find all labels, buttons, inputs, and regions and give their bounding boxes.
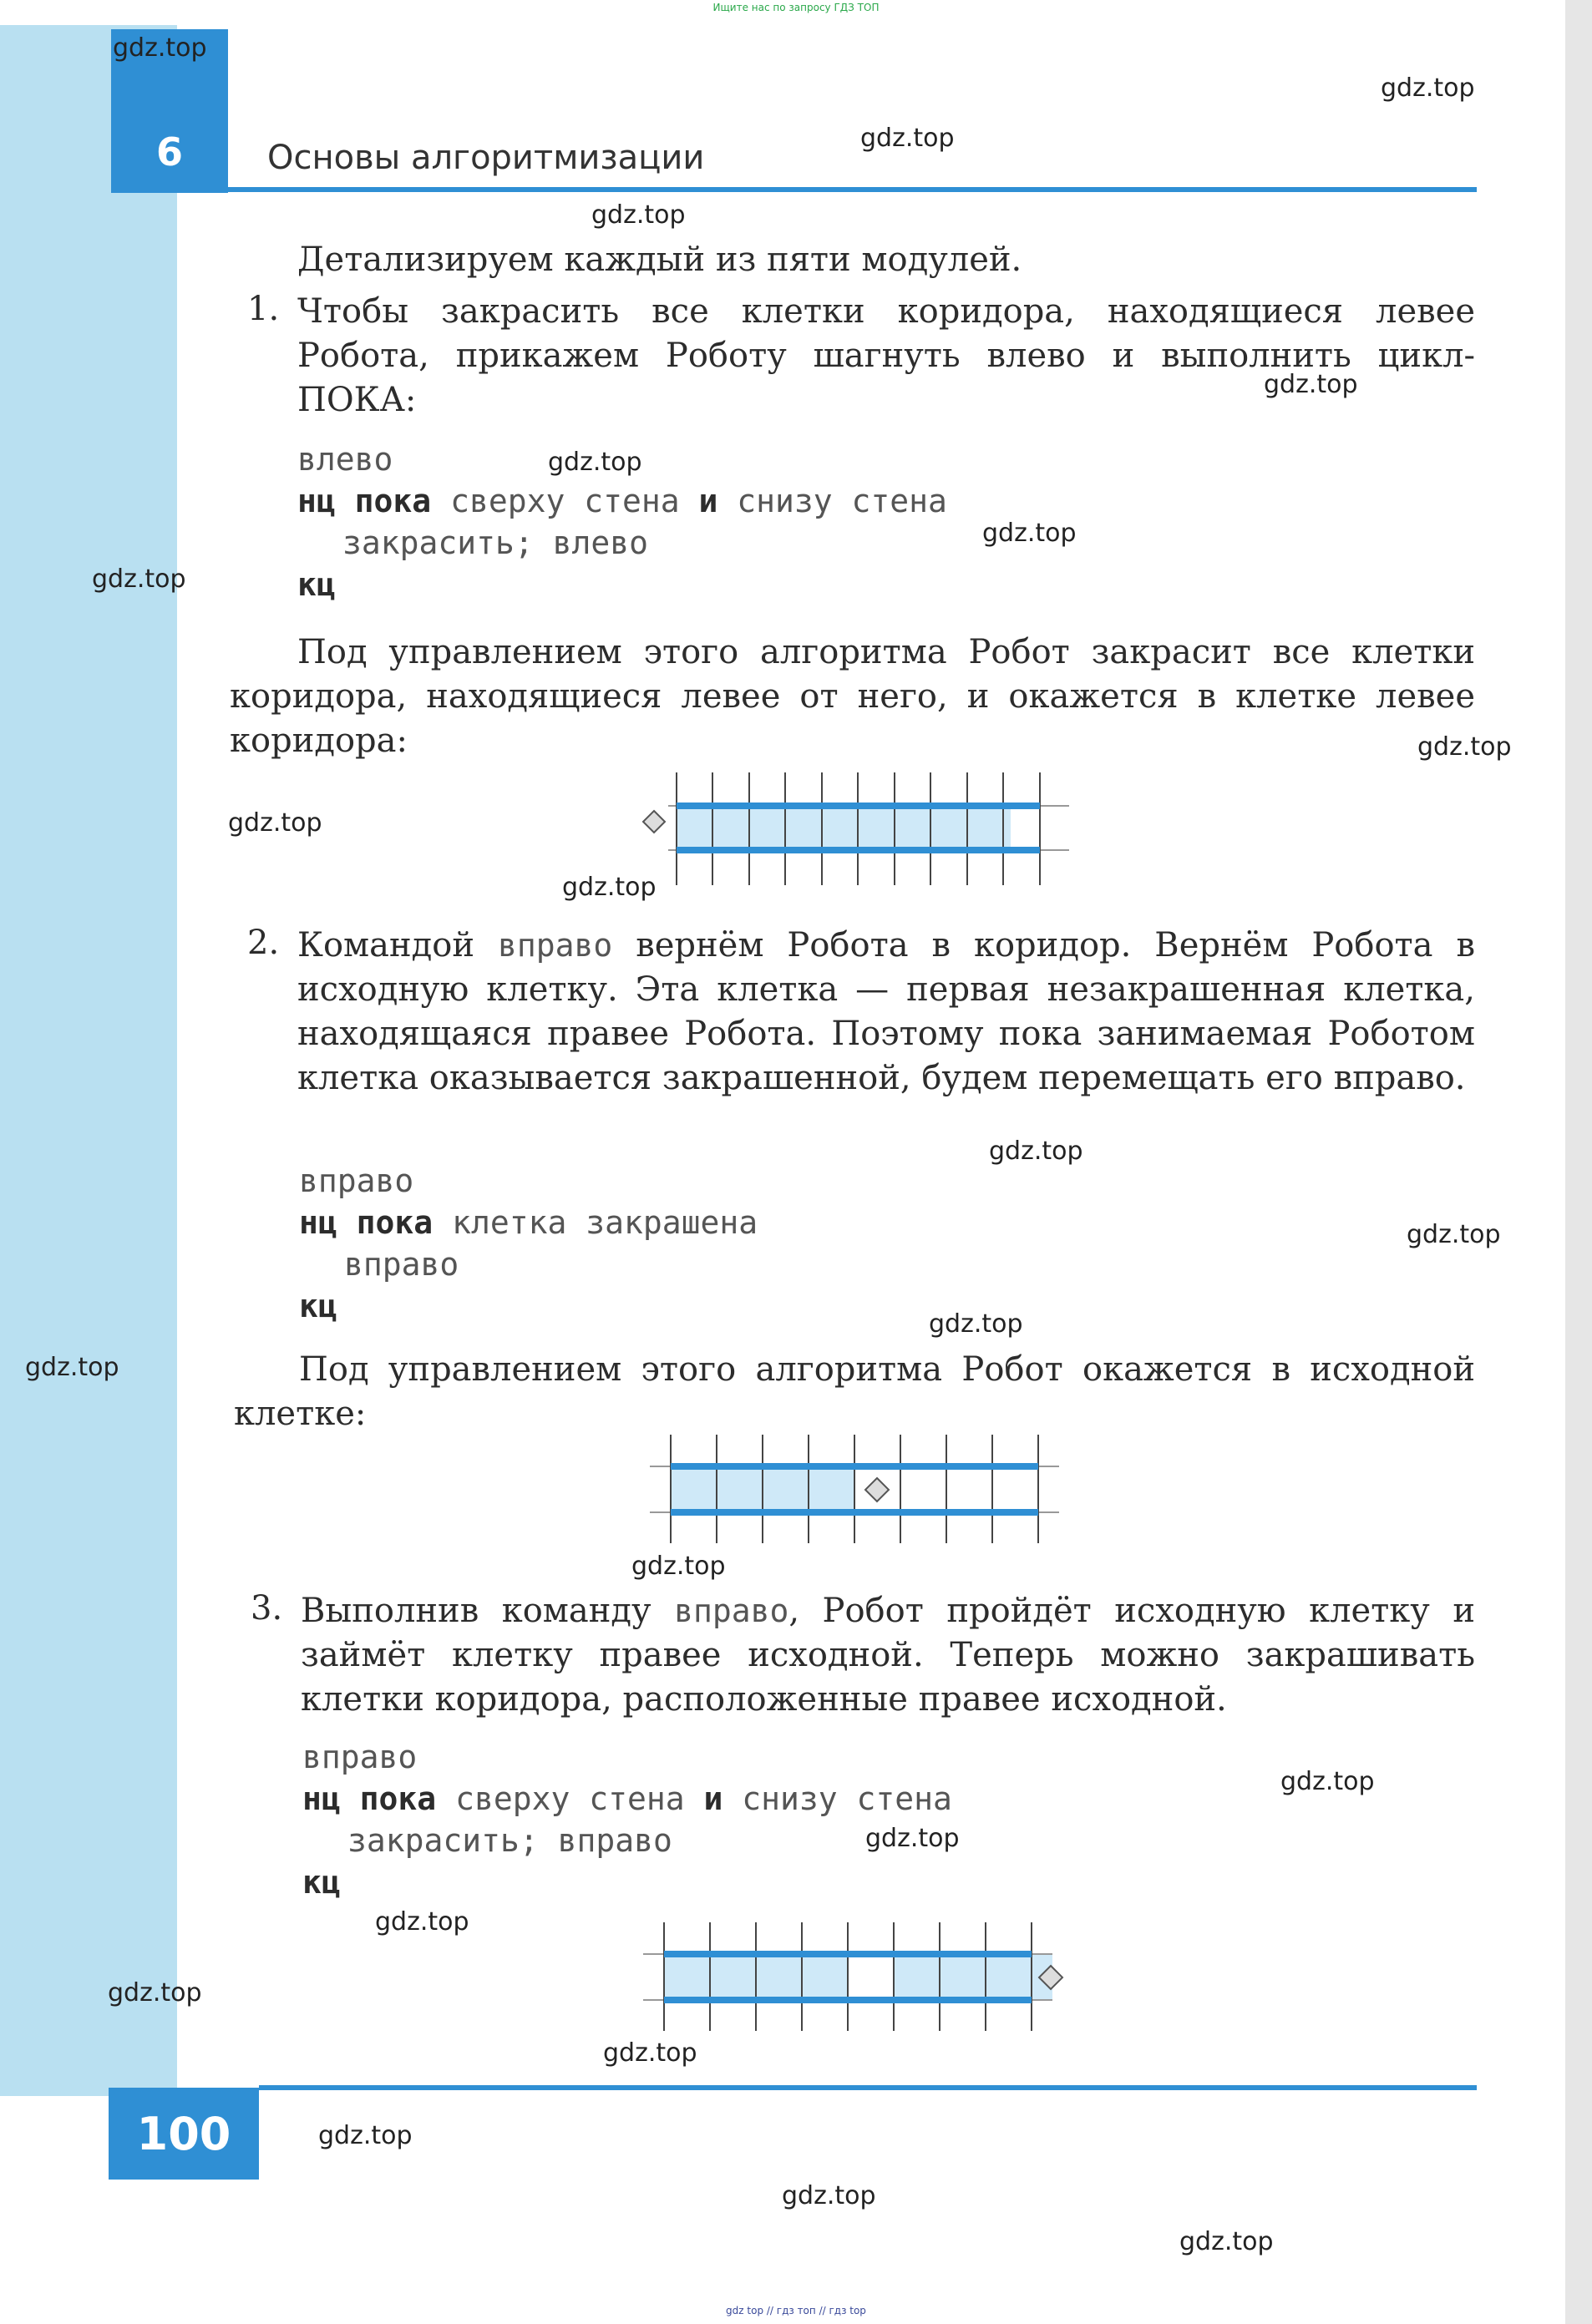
chapter-number-tab: 6 — [111, 29, 228, 193]
watermark: gdz.top — [1417, 732, 1512, 762]
watermark: gdz.top — [860, 124, 955, 153]
step-3-code-line-1: вправо — [302, 1739, 418, 1775]
step-1-code-line-2: нц пока сверху стена и снизу стена — [297, 483, 947, 519]
watermark: gdz.top — [989, 1137, 1083, 1166]
watermark: gdz.top — [25, 1353, 119, 1382]
watermark: gdz.top — [1280, 1767, 1375, 1796]
watermark: gdz.top — [92, 565, 186, 594]
watermark: gdz.top — [113, 33, 207, 63]
watermark: gdz.top — [782, 2181, 876, 2210]
watermark: gdz.top — [631, 1552, 726, 1581]
step-3-text: Выполнив команду вправо, Робот пройдёт исходную клетку и займёт клетку правее исходной. Теперь можно закрашивать клетки коридора, расположенные правее исходной. — [301, 1592, 1475, 1719]
watermark: gdz.top — [1264, 370, 1358, 399]
step-2-result: Под управлением этого алгоритма Робот окажется в исходной клетке: — [234, 1350, 1475, 1433]
footer-rule — [259, 2085, 1477, 2090]
watermark: gdz.top — [562, 873, 657, 902]
step-2-code-line-2: нц пока клетка закрашена — [299, 1204, 758, 1241]
step-1-code-line-4: кц — [297, 566, 336, 603]
watermark: gdz.top — [1179, 2227, 1274, 2256]
step-1-number: 1. — [247, 290, 280, 328]
step-2-code-line-4: кц — [299, 1288, 337, 1324]
step-2-code-line-1: вправо — [299, 1162, 414, 1199]
step-1-result: Под управлением этого алгоритма Робот закрасит все клетки коридора, находящиеся левее от него, и окажется в клетке левее коридора: — [230, 633, 1475, 760]
corridor-diagram-2 — [650, 1430, 1084, 1547]
corridor-diagram-1 — [635, 768, 1069, 885]
robot-icon — [865, 1478, 889, 1501]
watermark: gdz.top — [982, 519, 1077, 548]
watermark: gdz.top — [591, 200, 686, 230]
watermark: gdz.top — [375, 1907, 469, 1937]
chapter-title: Основы алгоритмизации — [267, 139, 705, 177]
step-3-code-line-4: кц — [302, 1864, 341, 1901]
step-2-code-line-3: вправо — [344, 1246, 459, 1283]
watermark: gdz.top — [1381, 73, 1475, 103]
margin-band — [0, 25, 177, 2096]
watermark: gdz.top — [603, 2038, 697, 2068]
watermark: gdz.top — [108, 1978, 202, 2008]
step-3-number: 3. — [251, 1589, 283, 1628]
step-1-text: Чтобы закрасить все клетки коридора, находящиеся левее Робота, прикажем Роботу шагнуть влево и выполнить цикл-ПОКА: — [297, 292, 1475, 419]
bottom-note: gdz top // гдз топ // гдз top — [726, 2305, 866, 2316]
page-edge-shadow — [1565, 0, 1592, 2324]
step-1-code-line-3: закрасить; влево — [342, 524, 649, 561]
watermark: gdz.top — [228, 808, 322, 838]
watermark: gdz.top — [929, 1309, 1023, 1339]
intro-text: Детализируем каждый из пяти модулей. — [297, 241, 1022, 279]
step-3-code-line-3: закрасить; вправо — [347, 1822, 672, 1859]
header-rule — [228, 187, 1477, 192]
top-note: Ищите нас по запросу ГДЗ ТОП — [712, 2, 880, 13]
watermark: gdz.top — [318, 2121, 413, 2150]
watermark: gdz.top — [865, 1824, 960, 1853]
page-number: 100 — [109, 2088, 259, 2180]
watermark: gdz.top — [548, 448, 642, 477]
step-2-number: 2. — [247, 924, 280, 962]
step-1-code-line-1: влево — [297, 441, 393, 478]
corridor-diagram-3 — [643, 1918, 1077, 2035]
watermark: gdz.top — [1407, 1220, 1501, 1249]
step-2-text: Командой вправо вернём Робота в коридор. Вернём Робота в исходную клетку. Эта клетка — первая незакрашенная клетка, находящаяся правее Робота. Поэтому пока занимаемая Роботом клетка оказывается закрашенной, будем перемещать его вправо. — [297, 926, 1475, 1097]
robot-icon — [643, 811, 665, 833]
step-3-code-line-2: нц пока сверху стена и снизу стена — [302, 1780, 952, 1817]
